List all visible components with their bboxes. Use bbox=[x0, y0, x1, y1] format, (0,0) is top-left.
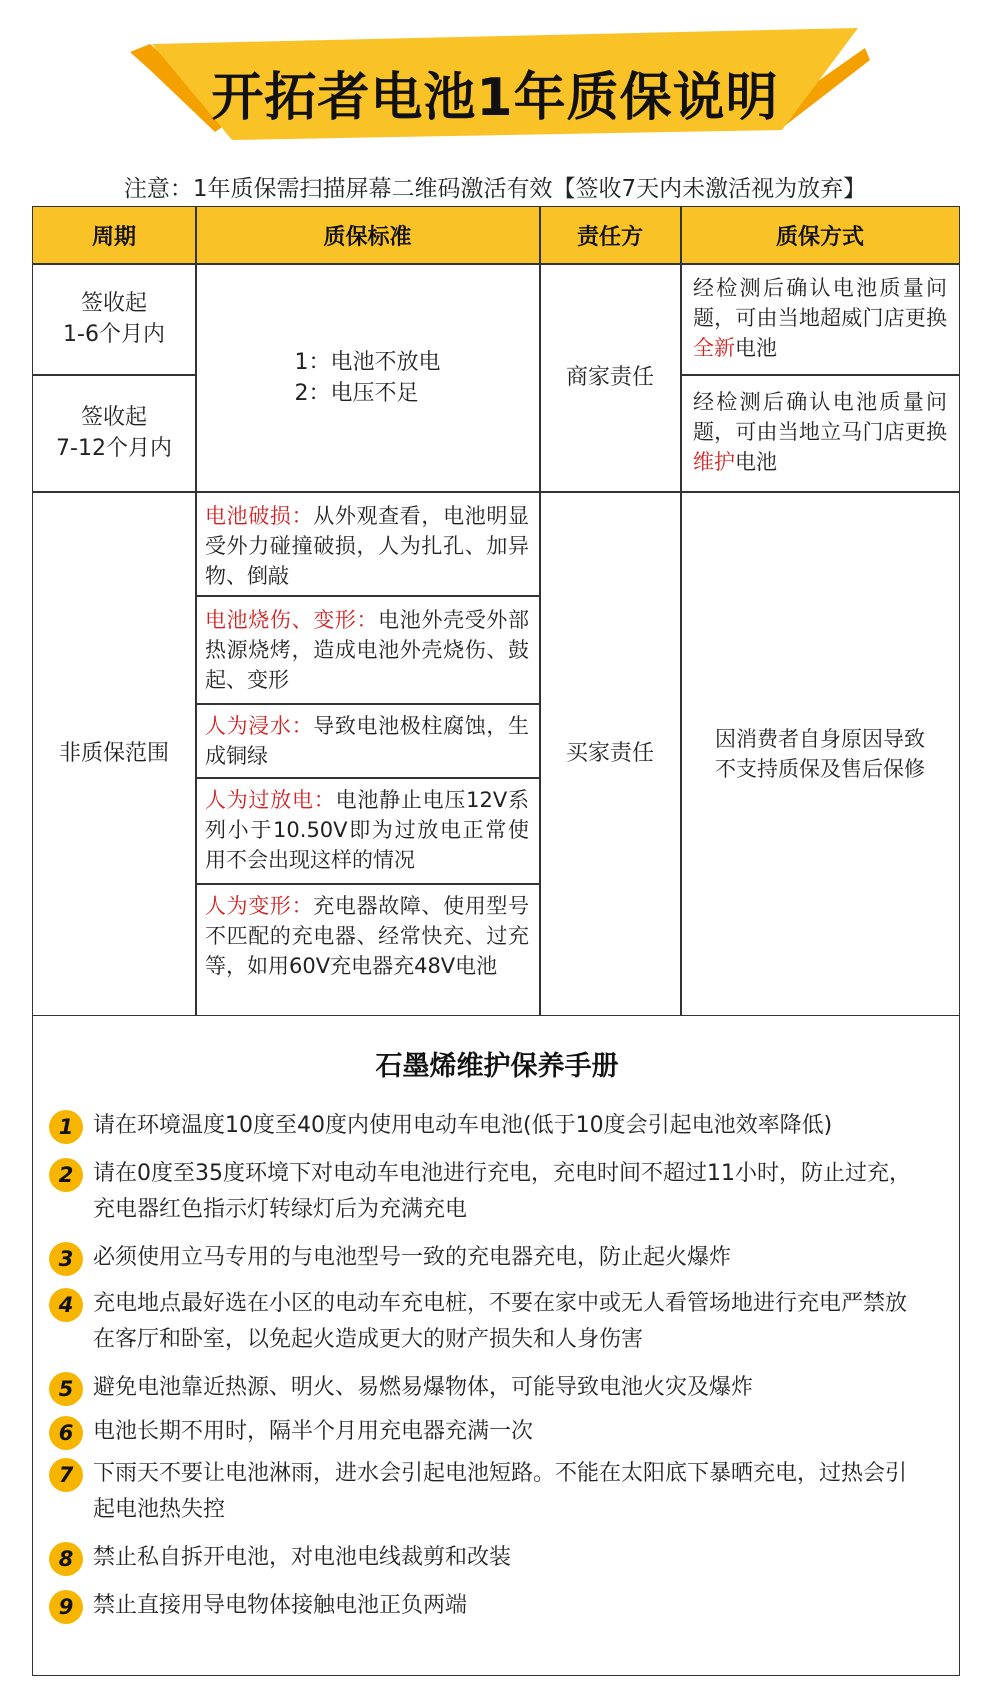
period-1-6-months: 签收起 1-6个月内 bbox=[63, 291, 165, 347]
method-text: 电池 bbox=[735, 450, 777, 474]
exclusion-text: 导致电池极柱腐蚀，生成铜绿 bbox=[205, 714, 530, 768]
exclusion-title: 电池破损： bbox=[205, 504, 314, 528]
number-badge: 5 bbox=[49, 1372, 83, 1406]
number-badge: 6 bbox=[49, 1416, 83, 1450]
grid-line bbox=[195, 777, 539, 779]
list-item-text: 必须使用立马专用的与电池型号一致的充电器充电，防止起火爆炸 bbox=[93, 1245, 732, 1270]
list-item-text: 下雨天不要让电池淋雨，进水会引起电池短路。不能在太阳底下暴晒充电，过热会引起电池热失控 bbox=[93, 1461, 908, 1522]
maintenance-manual bbox=[32, 1016, 960, 1676]
number-badge: 8 bbox=[49, 1542, 83, 1576]
number-badge: 7 bbox=[49, 1458, 83, 1492]
header-period: 周期 bbox=[33, 207, 195, 263]
exclusion-text: 电池外壳受外部热源烧烤，造成电池外壳烧伤、鼓起、变形 bbox=[205, 608, 530, 692]
list-item-text: 禁止直接用导电物体接触电池正负两端 bbox=[93, 1593, 468, 1618]
title-banner bbox=[0, 0, 990, 170]
header-standard: 质保标准 bbox=[196, 207, 539, 263]
grid-line bbox=[680, 374, 959, 376]
number-badge: 3 bbox=[49, 1242, 83, 1276]
exclusion-item bbox=[205, 605, 529, 695]
list-item-text: 禁止私自拆开电池，对电池电线裁剪和改装 bbox=[93, 1545, 512, 1570]
exclusion-text: 从外观查看，电池明显受外力碰撞破损，人为扎孔、加异物、倒敲 bbox=[205, 504, 530, 588]
exclusion-item bbox=[205, 785, 529, 875]
list-item-text: 请在环境温度10度至40度内使用电动车电池(低于10度会引起电池效率降低) bbox=[93, 1113, 833, 1138]
warranty-standard-text: 1：电池不放电 2：电压不足 bbox=[294, 349, 441, 406]
exclusion-title: 人为浸水： bbox=[205, 714, 314, 738]
non-warranty-label: 非质保范围 bbox=[58, 741, 169, 766]
list-item-text: 请在0度至35度环境下对电动车电池进行充电，充电时间不超过11小时，防止过充，充电器红色指示灯转绿灯后为充满充电 bbox=[93, 1161, 911, 1222]
exclusion-text: 充电器故障、使用型号不匹配的充电器、经常快充、过充等，如用60V充电器充48V电池 bbox=[205, 894, 530, 978]
number-badge: 1 bbox=[49, 1110, 83, 1144]
method-replace-new bbox=[693, 273, 947, 363]
grid-line bbox=[195, 703, 539, 705]
exclusion-title: 人为变形： bbox=[205, 894, 314, 918]
exclusion-text: 电池静止电压12V系列小于10.50V即为过放电正常使用不会出现这样的情况 bbox=[205, 788, 529, 872]
method-highlight: 全新 bbox=[693, 336, 735, 360]
number-badge: 2 bbox=[49, 1158, 83, 1192]
exclusion-item bbox=[205, 501, 529, 591]
period-7-12-months: 签收起 7-12个月内 bbox=[56, 405, 172, 461]
page-title: 开拓者电池1年质保说明 bbox=[211, 68, 779, 128]
method-replace-maintained bbox=[693, 387, 947, 477]
exclusion-title: 人为过放电： bbox=[205, 788, 336, 812]
grid-line bbox=[195, 595, 539, 597]
method-text: 经检测后确认电池质量问题，可由当地立马门店更换 bbox=[693, 390, 947, 444]
method-highlight: 维护 bbox=[693, 450, 735, 474]
party-buyer: 买家责任 bbox=[565, 741, 654, 766]
list-item-text: 充电地点最好选在小区的电动车充电桩，不要在家中或无人看管场地进行充电严禁放在客厅和卧室，以免起火造成更大的财产损失和人身伤害 bbox=[93, 1291, 908, 1352]
warranty-standard bbox=[196, 264, 539, 491]
number-badge: 4 bbox=[49, 1288, 83, 1322]
manual-title: 石墨烯维护保养手册 bbox=[375, 1051, 619, 1082]
exclusion-item bbox=[205, 891, 529, 981]
list-item-text: 电池长期不用时，隔半个月用充电器充满一次 bbox=[93, 1419, 534, 1444]
header-party: 责任方 bbox=[540, 207, 680, 263]
header-method: 质保方式 bbox=[681, 207, 959, 263]
activation-notice: 注意：1年质保需扫描屏幕二维码激活有效【签收7天内未激活视为放弃】 bbox=[123, 176, 867, 202]
list-item-text: 避免电池靠近热源、明火、易燃易爆物体，可能导致电池火灾及爆炸 bbox=[93, 1375, 754, 1400]
party-merchant: 商家责任 bbox=[565, 365, 654, 390]
exclusion-title: 电池烧伤、变形： bbox=[205, 608, 379, 632]
exclusion-item bbox=[205, 711, 529, 771]
number-badge: 9 bbox=[49, 1590, 83, 1624]
warranty-table bbox=[32, 206, 960, 1016]
method-text: 经检测后确认电池质量问题，可由当地超威门店更换 bbox=[693, 276, 947, 330]
method-text: 电池 bbox=[735, 336, 777, 360]
grid-line bbox=[195, 883, 539, 885]
method-no-warranty: 因消费者自身原因导致 不支持质保及售后保修 bbox=[715, 726, 925, 781]
